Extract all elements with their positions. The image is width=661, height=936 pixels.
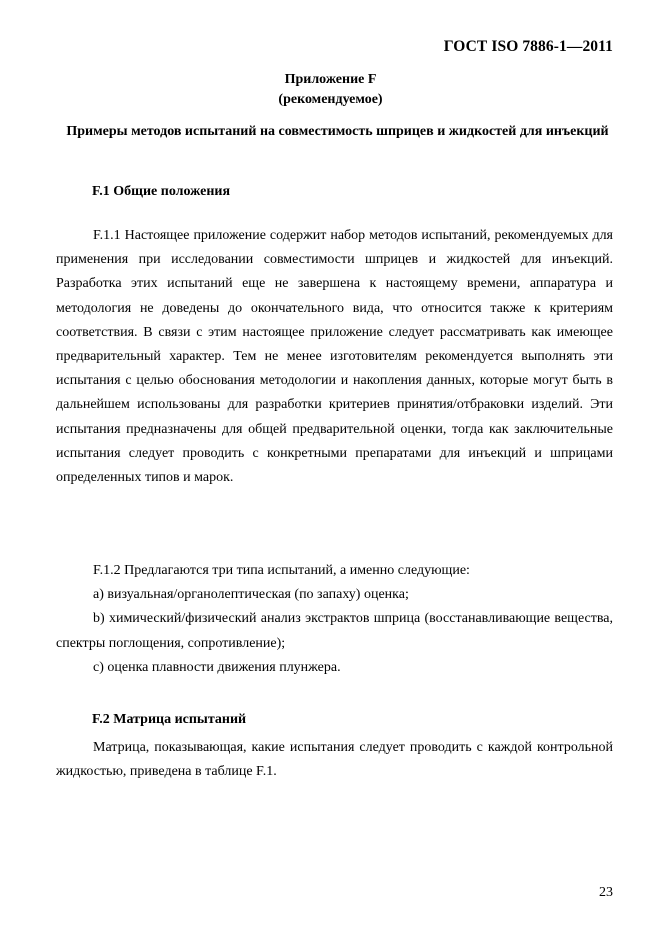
list-item-c: c) оценка плавности движения плунжера. [93,659,341,675]
appendix-status: (рекомендуемое) [278,92,383,107]
section-f2-paragraph: Матрица, показывающая, какие испытания следует проводить с каждой контрольной жидкостью, приведена в таблице F.1. [56,740,613,780]
list-item-b: b) химический/физический анализ экстрактов шприца (восстанавливающие вещества, спектры поглощения, сопротивление); [56,611,613,651]
document-heading: Примеры методов испытаний на совместимость шприцев и жидкостей для инъекций [66,124,609,139]
list-item-a: a) визуальная/органолептическая (по запаху) оценка; [93,587,409,603]
section-f1-paragraph-1-block [56,224,613,490]
section-f1-paragraph-2-intro: F.1.2 Предлагаются три типа испытаний, а именно следующие: [93,563,470,578]
section-f2-title: F.2 Матрица испытаний [92,712,247,727]
section-f1-paragraph-1: F.1.1 Настоящее приложение содержит набор методов испытаний, рекомендуемых для применения при исследовании совместимости шприцев и жидкостей для инъекций. Разработка этих испытаний еще не завершена к настоящему времени, аппаратура и методология не доведены до окончательного вида, что относится также к критериям соответствия. В связи с этим настоящее приложение следует рассматривать как имеющее предварительный характер. Тем не менее изготовителям рекомендуется выполнять эти испытания с целью обоснования методологии и накопления данных, которые могут быть в дальнейшем использованы для разработки критериев принятия/отбраковки изделий. Эти испытания предназначены для общей предварительной оценки, тогда как заключительные испытания следует проводить с конкретными препаратами для инъекций и шприцами определенных типов и марок. [56,228,613,486]
section-f1-list-block [56,559,613,680]
appendix-label: Приложение F [284,72,377,87]
page-number: 23 [599,885,613,900]
section-f2-paragraph-block [56,736,613,784]
section-f1-title: F.1 Общие положения [92,184,231,199]
standard-code-header: ГОСТ ISO 7886-1—2011 [443,38,613,55]
appendix-title [0,70,661,110]
